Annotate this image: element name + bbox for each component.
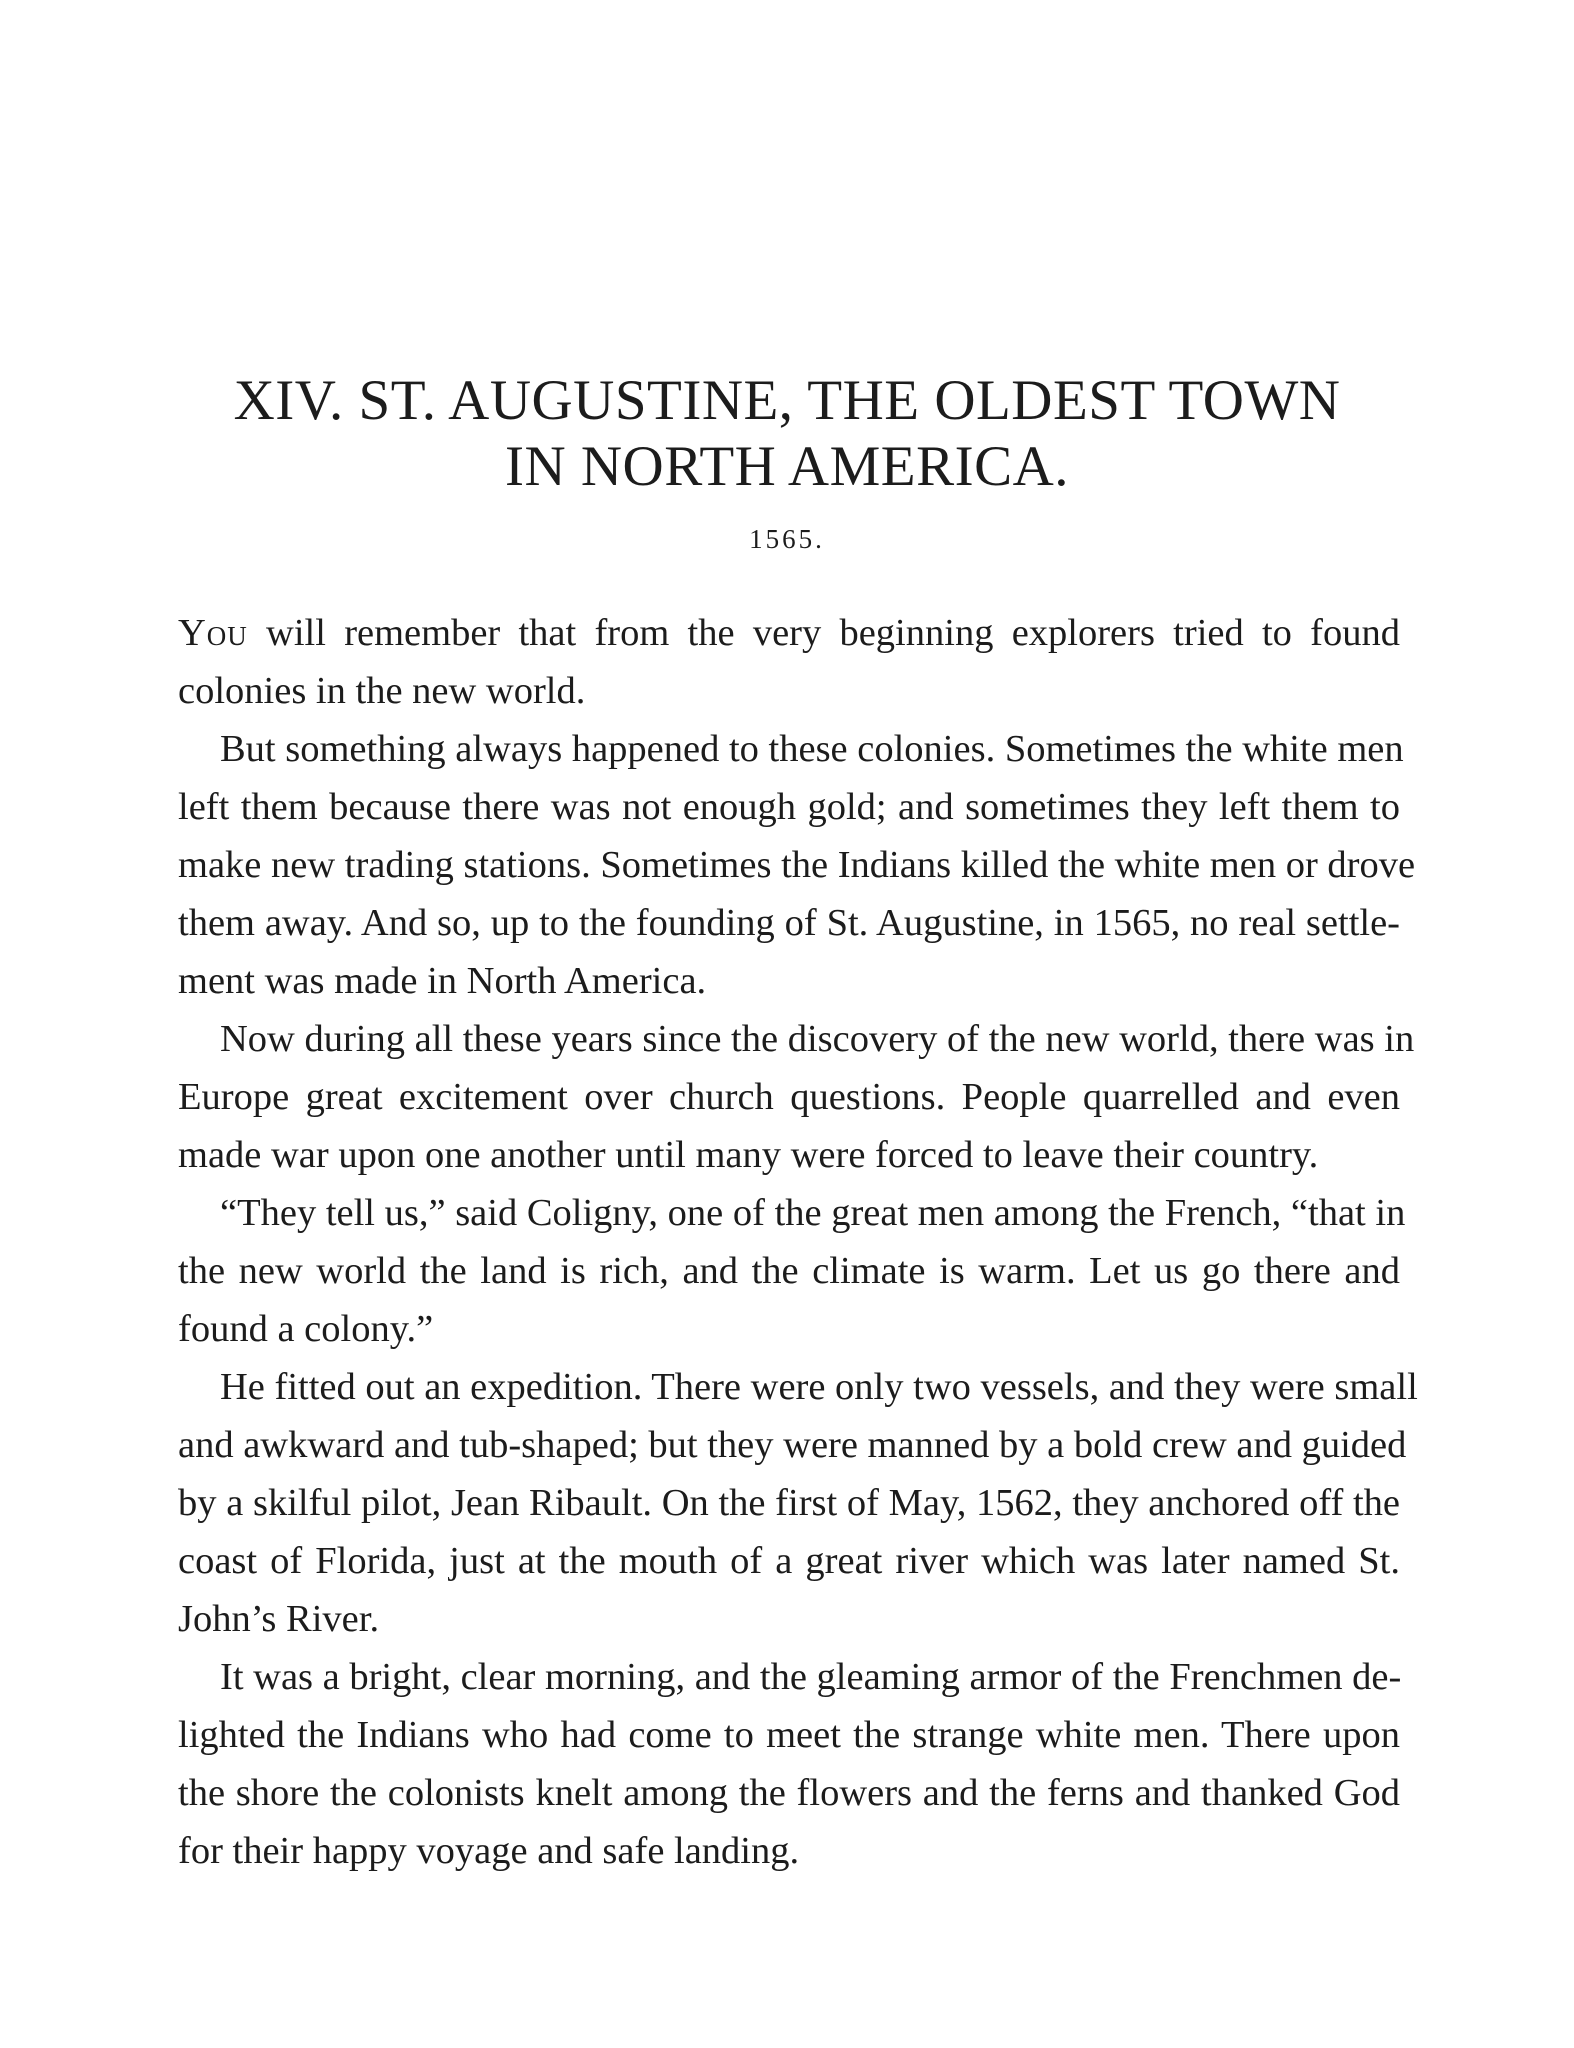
paragraph <box>178 1184 1406 1358</box>
text-line: Europe great excitement over church questions. People quarrelled and even <box>178 1076 1400 1118</box>
text-line <box>178 604 1400 662</box>
opening-small-caps: You <box>178 612 248 654</box>
text-line: “They tell us,” said Coligny, one of the great men among the French, “that in <box>220 1192 1406 1234</box>
chapter-title-line-1: XIV. ST. AUGUSTINE, THE OLDEST TOWN <box>233 369 1341 432</box>
text-line: and awkward and tub-shaped; but they were manned by a bold crew and guided <box>178 1424 1407 1466</box>
text-line-content: will remember that from the very beginning explorers tried to found <box>247 612 1400 654</box>
text-line: But something always happened to these colonies. Sometimes the white men <box>220 728 1404 770</box>
text-line: by a skilful pilot, Jean Ribault. On the first of May, 1562, they anchored off the <box>178 1482 1400 1524</box>
paragraph <box>178 1010 1415 1184</box>
text-line: colonies in the new world. <box>178 670 586 712</box>
text-line: made war upon one another until many were forced to leave their country. <box>178 1134 1319 1176</box>
text-line: It was a bright, clear morning, and the gleaming armor of the Frenchmen de- <box>220 1656 1402 1698</box>
text-line: lighted the Indians who had come to meet the strange white men. There upon <box>178 1714 1400 1756</box>
text-line: John’s River. <box>178 1598 380 1640</box>
text-line: for their happy voyage and safe landing. <box>178 1830 800 1872</box>
text-line: make new trading stations. Sometimes the Indians killed the white men or drove <box>178 844 1416 886</box>
text-line: the shore the colonists knelt among the flowers and the ferns and thanked God <box>178 1772 1400 1814</box>
chapter-title-line-2: IN NORTH AMERICA. <box>505 435 1069 498</box>
text-line: found a colony.” <box>178 1308 434 1350</box>
paragraph <box>178 604 1400 720</box>
text-line: left them because there was not enough gold; and sometimes they left them to <box>178 786 1400 828</box>
paragraph <box>178 1358 1418 1648</box>
paragraph <box>178 720 1416 1010</box>
chapter-title <box>120 368 1454 500</box>
text-line: Now during all these years since the discovery of the new world, there was in <box>220 1018 1415 1060</box>
text-line: He fitted out an expedition. There were only two vessels, and they were small <box>220 1366 1418 1408</box>
text-line: them away. And so, up to the founding of St. Augustine, in 1565, no real settle- <box>178 902 1400 944</box>
chapter-body <box>178 604 1418 1880</box>
text-line: the new world the land is rich, and the climate is warm. Let us go there and <box>178 1250 1400 1292</box>
text-line: ment was made in North America. <box>178 960 707 1002</box>
chapter-year: 1565. <box>749 524 825 554</box>
paragraph <box>178 1648 1400 1880</box>
text-line: coast of Florida, just at the mouth of a great river which was later named St. <box>178 1540 1400 1582</box>
